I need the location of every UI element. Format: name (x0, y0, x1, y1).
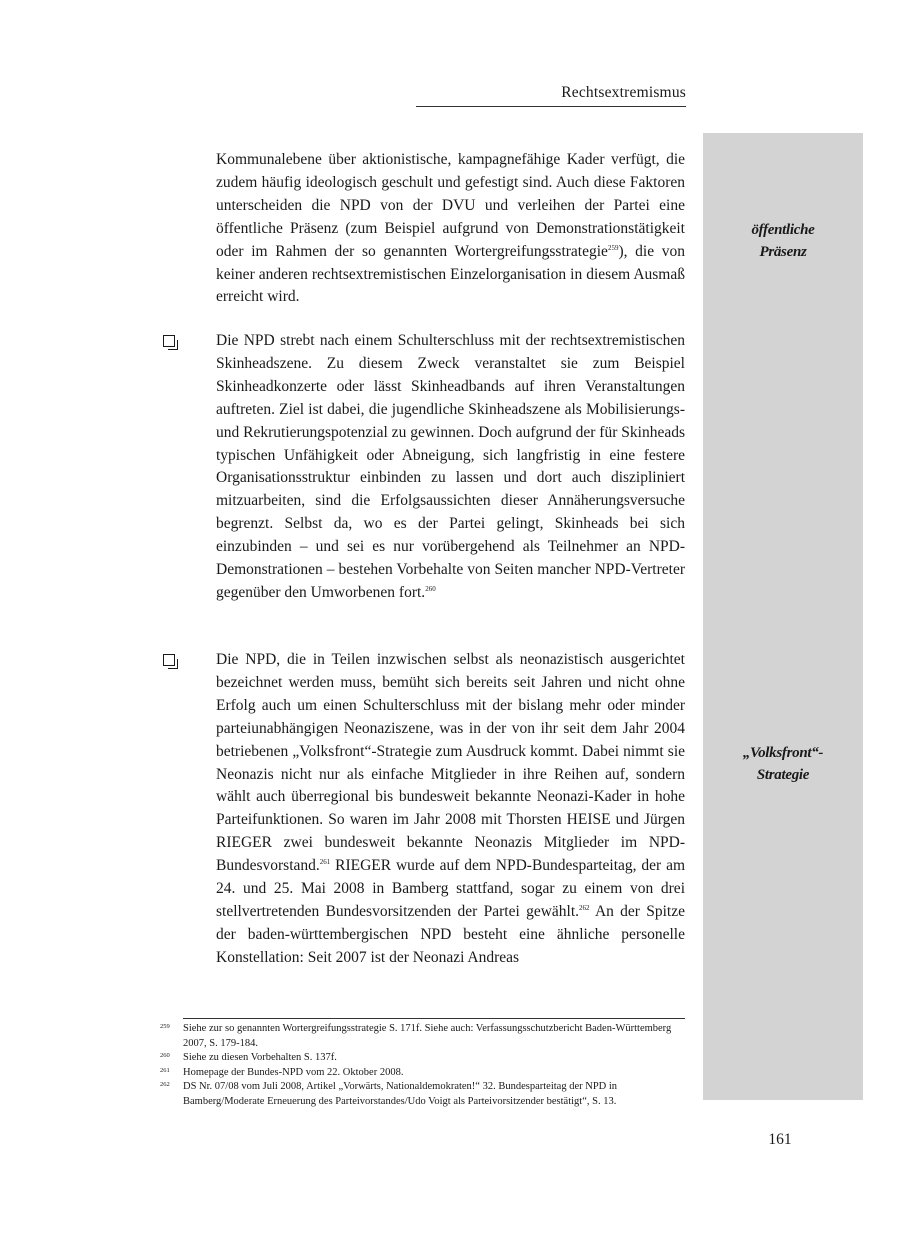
running-header: Rechtsextremismus (561, 84, 686, 101)
paragraph-text: Die NPD, die in Teilen inzwischen selbst als neonazistisch ausgerichtet bezeichnet werden muss, bemüht sich bereits seit Jahren und nicht ohne Erfolg auch um einen Schulterschluss mit der bislang mehr oder minder parteiunabhängigen Neonaziszene, was in der von ihr seit dem Jahr 2004 betriebenen „Volksfront“-Strategie zum Ausdruck kommt. Dabei nimmt sie Neonazis nicht nur als einfache Mitglieder in ihre Reihen auf, sondern wählt auch überregional bis bundesweit bekannte Neonazi-Kader in hohe Parteifunktionen. So waren im Jahr 2008 mit Thorsten HEISE und Jürgen RIEGER zwei bundesweit bekannte Neonazis Mitglieder im NPD-Bundesvorstand. (216, 651, 685, 875)
checkbox-bullet-icon (163, 335, 175, 347)
footnote-text: DS Nr. 07/08 vom Juli 2008, Artikel „Vorwärts, Nationaldemokraten!“ 32. Bundesparteitag der NPD in Bamberg/Moderate Erneuerung des Parteivorstandes/Udo Voigt als Parteivorsitzender bestätigt“, S. 13. (183, 1081, 618, 1107)
footnote-259 (160, 1022, 687, 1051)
footnote-number: 259 (160, 1023, 170, 1030)
footnote-number: 262 (160, 1081, 170, 1088)
margin-note-public-presence (708, 219, 858, 263)
margin-note-line: „Volksfront“- (742, 745, 824, 761)
paragraph-1 (216, 149, 685, 309)
footnote-ref: 260 (425, 584, 436, 593)
footnote-text: Homepage der Bundes-NPD vom 22. Oktober 2008. (183, 1066, 404, 1078)
footnotes (160, 1022, 687, 1109)
paragraph-text: An der Spitze der baden-württembergischen NPD besteht eine ähnliche personelle Konstellation: Seit 2007 ist der Neonazi Andreas (216, 902, 685, 966)
footnote-number: 261 (160, 1066, 170, 1074)
paragraph-text: Kommunalebene über aktionistische, kampagnefähige Kader verfügt, die zudem häufig ideologisch geschult und gefestigt sind. Auch diese Faktoren unterscheiden die NPD von der DVU und verleihen der Partei eine öffentliche Präsenz (zum Beispiel aufgrund von Demonstrationstätigkeit oder im Rahmen der so genannten Wortergreifungsstrategie (216, 151, 685, 260)
margin-note-line: Strategie (756, 767, 810, 783)
paragraph-3 (216, 649, 685, 970)
footnote-261 (160, 1066, 687, 1081)
footnote-rule (183, 1018, 685, 1019)
header-rule (416, 106, 686, 107)
paragraph-2 (216, 330, 685, 605)
footnote-text: Siehe zur so genannten Wortergreifungsstrategie S. 171f. Siehe auch: Verfassungsschutzbericht Baden-Württemberg 2007, S. 179-184. (183, 1023, 672, 1049)
paragraph-text: ), die von keiner anderen rechtsextremistischen Einzelorganisation in diesem Ausmaß erreicht wird. (216, 242, 685, 306)
footnote-ref: 261 (319, 858, 331, 867)
footnote-number: 260 (160, 1052, 170, 1059)
margin-note-line: Präsenz (759, 244, 807, 260)
footnote-ref: 262 (579, 903, 590, 912)
margin-note-volksfront-strategy (708, 742, 858, 786)
page-number: 161 (768, 1131, 792, 1148)
paragraph-text: RIEGER wurde auf dem NPD-Bundesparteitag, der am 24. und 25. Mai 2008 in Bamberg stattfand, sogar zu einem von drei stellvertretenden Bundesvorsitzenden der Partei gewählt. (216, 857, 685, 920)
footnote-260 (160, 1051, 687, 1066)
checkbox-bullet-icon (163, 654, 175, 666)
footnote-text: Siehe zu diesen Vorbehalten S. 137f. (183, 1052, 337, 1063)
margin-note-line: öffentliche (751, 222, 815, 238)
margin-sidebar (703, 133, 863, 1100)
footnote-ref: 259 (607, 243, 619, 252)
footnote-262 (160, 1080, 687, 1109)
paragraph-text: Die NPD strebt nach einem Schulterschluss mit der rechtsextremistischen Skinheadszene. Zu diesem Zweck veranstaltet sie zum Beispiel Skinheadkonzerte oder lässt Skinheadbands auf ihren Veranstaltungen auftreten. Ziel ist dabei, die jugendliche Skinheadszene als Mobilisierungs- und Rekrutierungspotenzial zu gewinnen. Doch aufgrund der für Skinheads typischen Unfähigkeit oder Abneigung, sich langfristig in eine festere Organisationsstruktur einbinden zu lassen und dort auch diszipliniert mitzuarbeiten, sind die Erfolgsaussichten dieser Annäherungsversuche begrenzt. Selbst da, wo es der Partei gelingt, Skinheads bei sich einzubinden – und sei es nur vorübergehend als Teilnehmer an NPD-Demonstrationen – bestehen Vorbehalte von Seiten mancher NPD-Vertreter gegenüber den Umworbenen fort. (216, 332, 685, 601)
